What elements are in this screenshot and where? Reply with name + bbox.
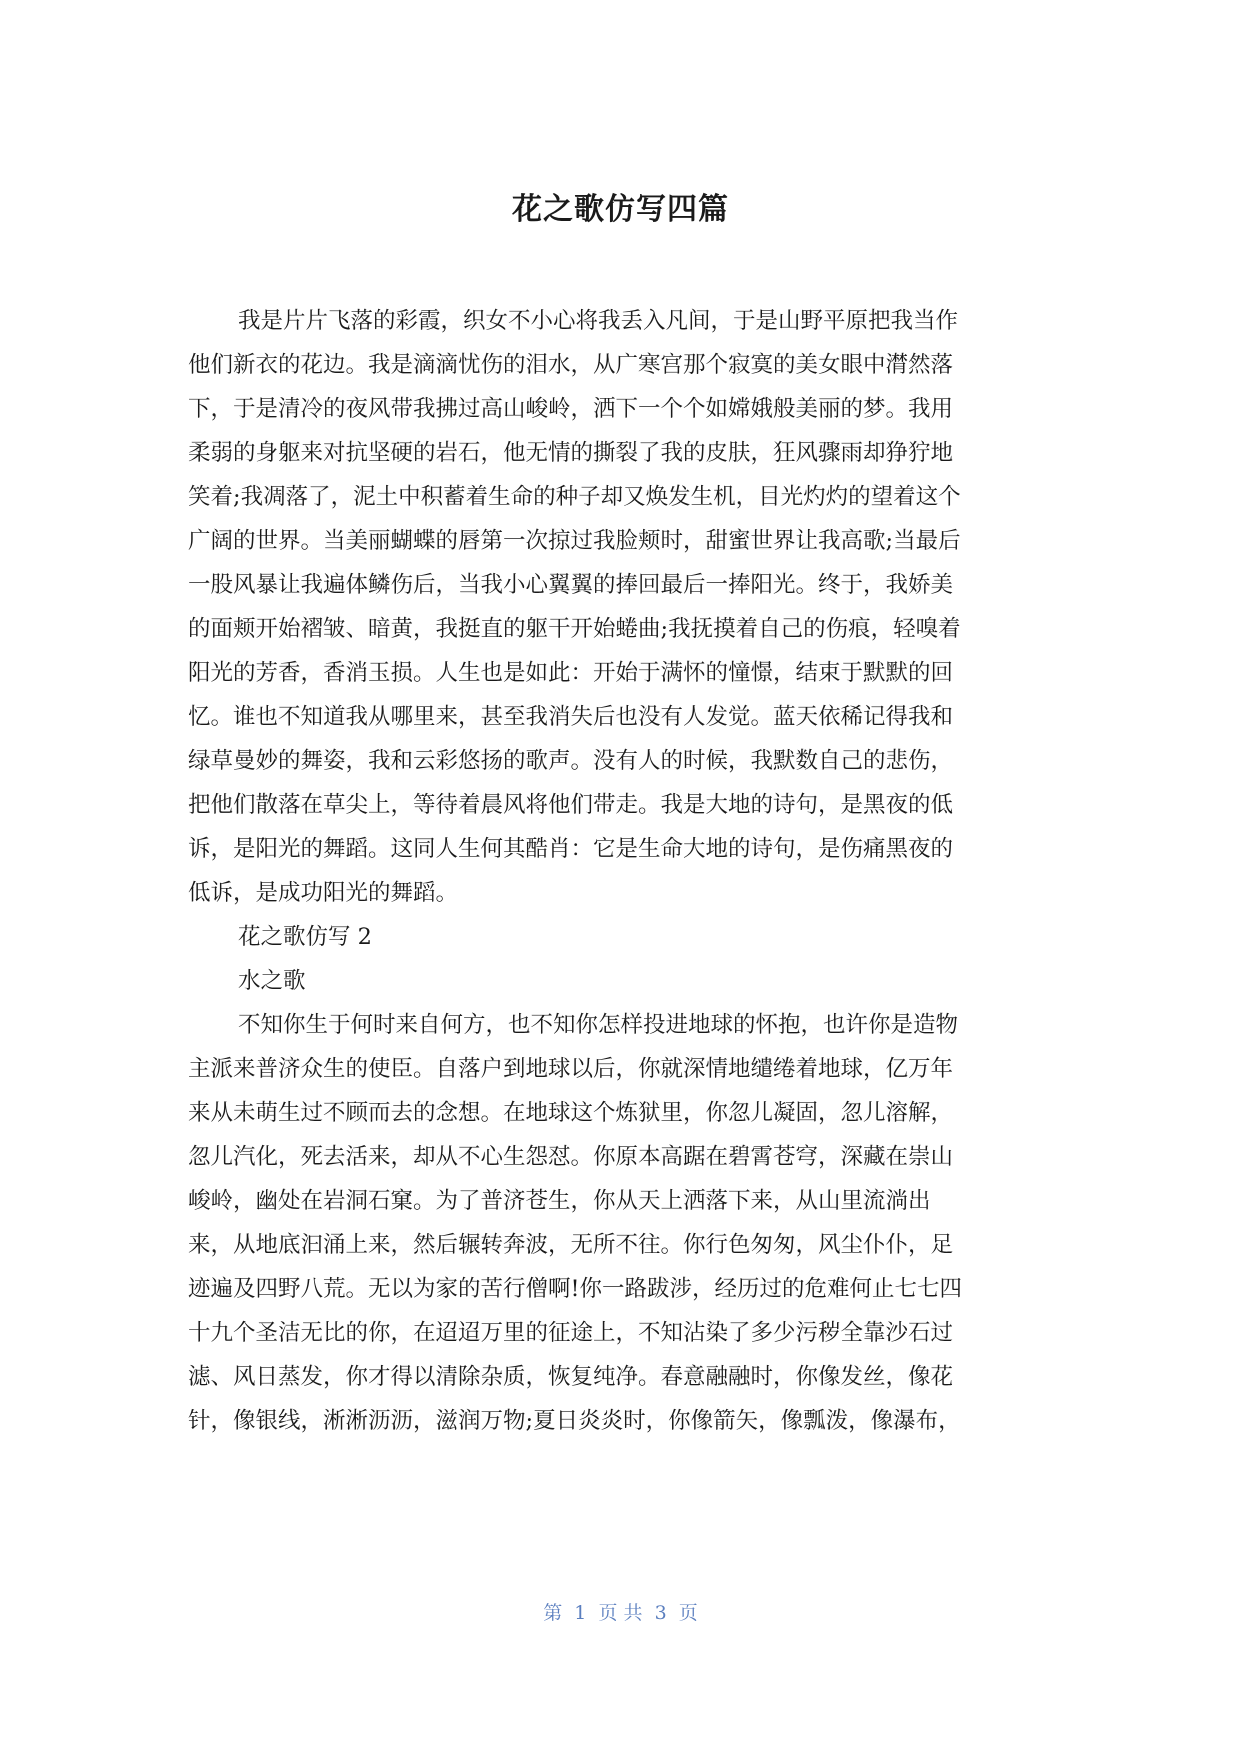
text-line: 十九个圣洁无比的你，在迢迢万里的征途上，不知沾染了多少污秽全靠沙石过 <box>188 1320 954 1346</box>
section-heading: 花之歌仿写 2 <box>238 924 372 950</box>
document-title: 花之歌仿写四篇 <box>512 192 729 227</box>
text-line: 来，从地底汩涌上来，然后辗转奔波，无所不往。你行色匆匆，风尘仆仆，足 <box>188 1232 954 1258</box>
text-line: 把他们散落在草尖上，等待着晨风将他们带走。我是大地的诗句，是黑夜的低 <box>188 792 954 818</box>
text-line: 忆。谁也不知道我从哪里来，甚至我消失后也没有人发觉。蓝天依稀记得我和 <box>188 704 954 730</box>
text-line: 绿草曼妙的舞姿，我和云彩悠扬的歌声。没有人的时候，我默数自己的悲伤， <box>188 748 954 774</box>
page-number-footer: 第 1 页 共 3 页 <box>543 1602 698 1624</box>
text-line: 笑着;我凋落了，泥土中积蓄着生命的种子却又焕发生机，目光灼灼的望着这个 <box>188 484 961 510</box>
text-line: 一股风暴让我遍体鳞伤后，当我小心翼翼的捧回最后一捧阳光。终于，我娇美 <box>188 572 954 598</box>
document-body <box>188 299 1054 1443</box>
text-line: 的面颊开始褶皱、暗黄，我挺直的躯干开始蜷曲;我抚摸着自己的伤痕，轻嗅着 <box>188 616 961 642</box>
text-line: 低诉，是成功阳光的舞蹈。 <box>188 880 459 906</box>
text-line: 滤、风日蒸发，你才得以清除杂质，恢复纯净。春意融融时，你像发丝，像花 <box>188 1364 954 1390</box>
text-line: 迹遍及四野八荒。无以为家的苦行僧啊!你一路跋涉，经历过的危难何止七七四 <box>188 1276 963 1302</box>
text-line: 主派来普济众生的使臣。自落户到地球以后，你就深情地缱绻着地球，亿万年 <box>188 1056 954 1082</box>
text-line: 下，于是清冷的夜风带我拂过高山峻岭，洒下一个个如嫦娥般美丽的梦。我用 <box>188 396 954 422</box>
text-line: 柔弱的身躯来对抗坚硬的岩石，他无情的撕裂了我的皮肤，狂风骤雨却狰狞地 <box>188 440 954 466</box>
text-line: 针，像银线，淅淅沥沥，滋润万物;夏日炎炎时，你像箭矢，像瓢泼，像瀑布， <box>188 1408 961 1434</box>
text-line: 峻岭，幽处在岩洞石窠。为了普济苍生，你从天上洒落下来，从山里流淌出 <box>188 1188 931 1214</box>
text-line: 广阔的世界。当美丽蝴蝶的唇第一次掠过我脸颊时，甜蜜世界让我高歌;当最后 <box>188 528 961 554</box>
section-subheading: 水之歌 <box>238 968 306 994</box>
text-line: 他们新衣的花边。我是滴滴忧伤的泪水，从广寒宫那个寂寞的美女眼中潸然落 <box>188 352 954 378</box>
text-line: 来从未萌生过不顾而去的念想。在地球这个炼狱里，你忽儿凝固，忽儿溶解， <box>188 1100 954 1126</box>
text-line: 诉，是阳光的舞蹈。这同人生何其酷肖：它是生命大地的诗句，是伤痛黑夜的 <box>188 836 954 862</box>
text-line: 忽儿汽化，死去活来，却从不心生怨怼。你原本高踞在碧霄苍穹，深藏在崇山 <box>188 1144 954 1170</box>
text-line: 阳光的芳香，香消玉损。人生也是如此：开始于满怀的憧憬，结束于默默的回 <box>188 660 954 686</box>
text-line: 我是片片飞落的彩霞，织女不小心将我丢入凡间，于是山野平原把我当作 <box>238 308 959 334</box>
text-line: 不知你生于何时来自何方，也不知你怎样投进地球的怀抱，也许你是造物 <box>238 1012 959 1038</box>
